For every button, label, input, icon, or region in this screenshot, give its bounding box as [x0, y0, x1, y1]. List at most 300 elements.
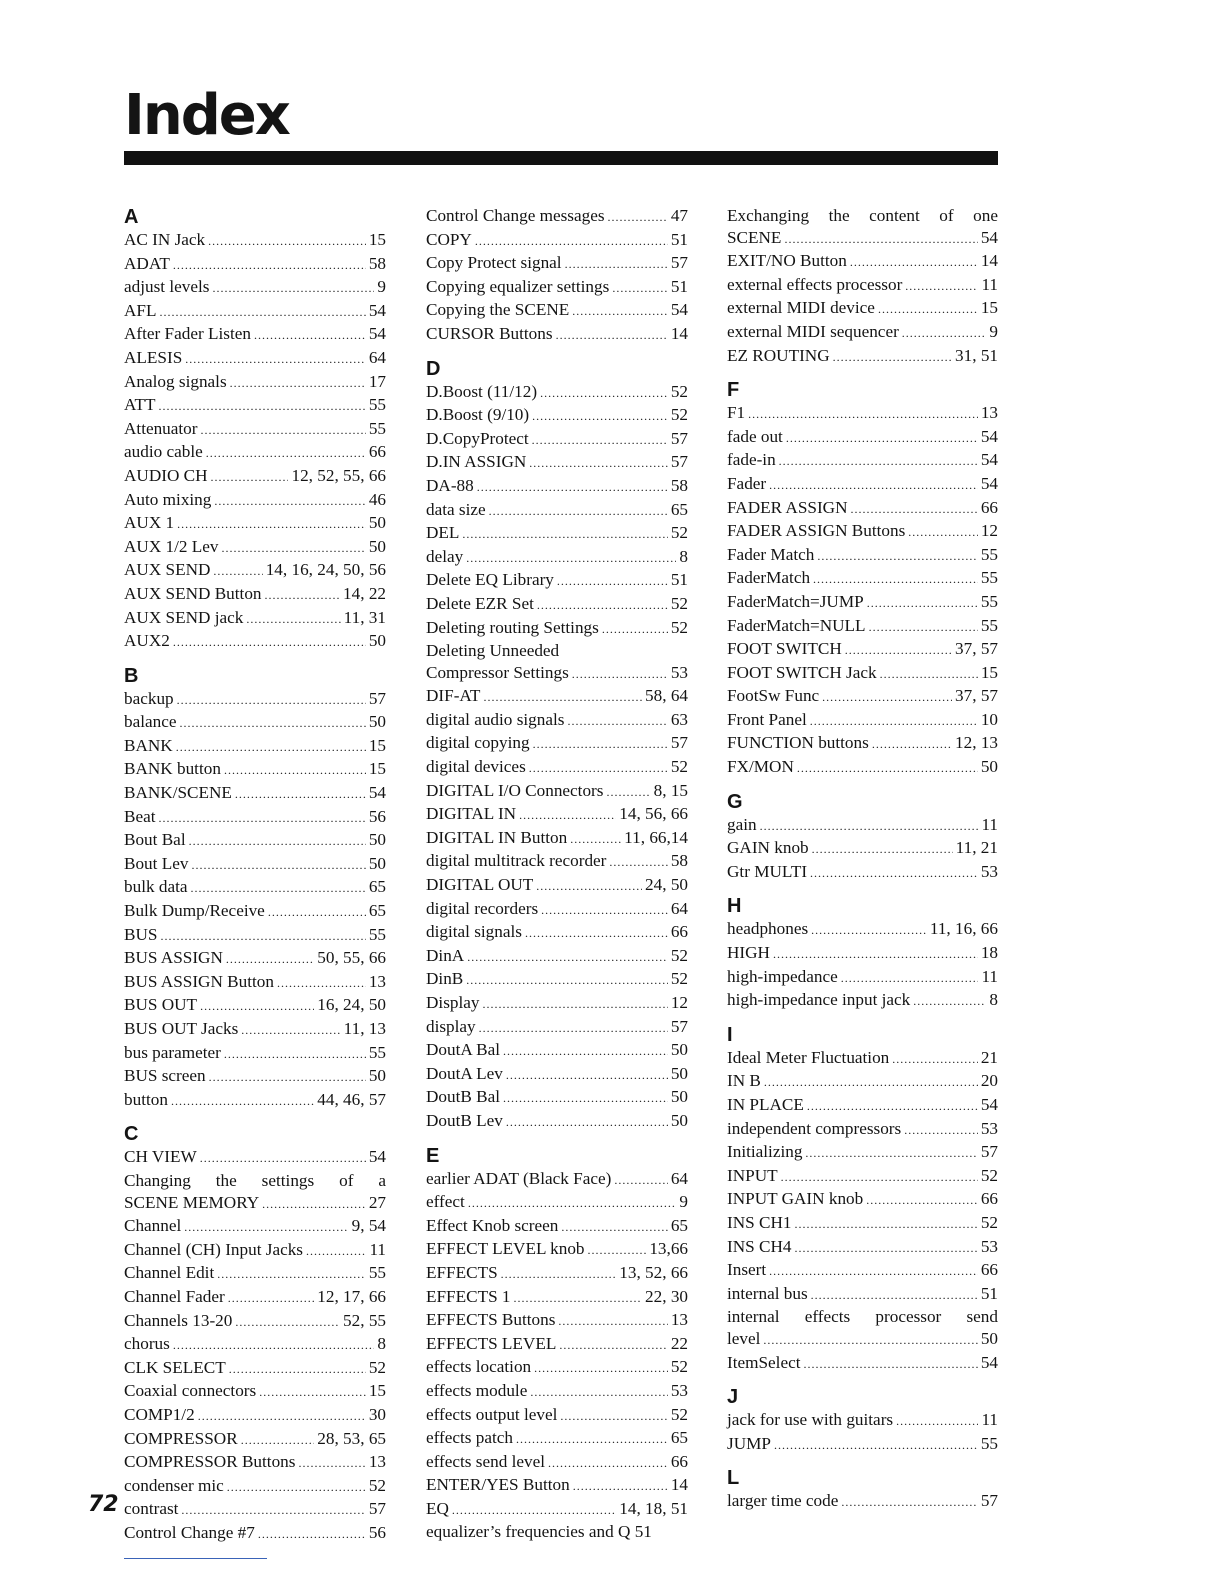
leader-dots [506, 1110, 668, 1134]
entry-pages: 8 [679, 546, 688, 566]
entry-term: earlier ADAT (Black Face) [426, 1168, 612, 1188]
entry-pages: 66 [980, 1260, 998, 1280]
entry-pages: 50 [670, 1087, 688, 1107]
index-entry [727, 1236, 998, 1260]
entry-pages: 27 [368, 1192, 386, 1212]
entry-term: ALESIS [124, 347, 183, 367]
leader-dots [867, 591, 978, 615]
leader-dots [784, 227, 977, 251]
leader-dots [805, 1141, 977, 1165]
index-entry [426, 522, 688, 546]
leader-dots [265, 583, 341, 607]
entry-pages: 66 [670, 922, 688, 942]
entry-term: Channel [124, 1216, 182, 1236]
entry-term: JUMP [727, 1433, 771, 1453]
entry-pages: 15 [980, 662, 998, 682]
index-entry [727, 1433, 998, 1457]
entry-term: Analog signals [124, 371, 227, 391]
entry-pages: 16, 24, 50 [317, 995, 386, 1015]
leader-dots [573, 1474, 668, 1498]
index-entry [727, 1283, 998, 1307]
entry-term: INPUT [727, 1165, 778, 1185]
index-entry [426, 803, 688, 827]
entry-term: AUX 1 [124, 513, 175, 533]
leader-dots [159, 806, 366, 830]
entry-term: Auto mixing [124, 489, 212, 509]
entry-term: Fader [727, 473, 767, 493]
entry-pages: 22, 30 [645, 1286, 688, 1306]
entry-term: CURSOR Buttons [426, 323, 553, 343]
leader-dots [227, 1475, 366, 1499]
leader-dots [807, 1094, 978, 1118]
index-entry [426, 921, 688, 945]
entry-pages: 44, 46, 57 [317, 1089, 386, 1109]
leader-dots [794, 1212, 977, 1236]
index-entry [426, 1404, 688, 1428]
leader-dots [241, 1018, 340, 1042]
index-entry [124, 1522, 386, 1546]
entry-term: DoutA Bal [426, 1040, 501, 1060]
entry-pages: 54 [368, 324, 386, 344]
footer-rule [124, 1558, 267, 1559]
entry-pages: 53 [980, 861, 998, 881]
entry-pages: 12 [670, 993, 688, 1012]
leader-dots [181, 1498, 365, 1522]
entry-pages: 11, 31 [343, 607, 386, 627]
leader-dots [226, 947, 314, 971]
leader-dots [913, 989, 986, 1013]
entry-pages: 57 [980, 1142, 998, 1162]
index-entry [727, 1212, 998, 1236]
leader-dots [529, 756, 668, 780]
leader-dots [748, 402, 978, 426]
entry-term: ADAT [124, 253, 170, 273]
entry-pages: 57 [670, 452, 688, 472]
entry-term: D.Boost (11/12) [426, 381, 538, 401]
index-entry [426, 685, 688, 709]
leader-dots [222, 536, 366, 560]
index-entry [426, 276, 688, 300]
index-entry [727, 321, 998, 345]
entry-term: Channels 13-20 [124, 1310, 233, 1330]
entry-pages: 14, 16, 24, 50, 56 [265, 560, 386, 580]
index-entry [727, 1094, 998, 1118]
index-entry [727, 918, 998, 942]
index-entry [727, 638, 998, 662]
index-entry [727, 544, 998, 568]
entry-pages: 13 [368, 1452, 386, 1472]
entry-pages: 56 [368, 1522, 386, 1542]
entry-term: data size [426, 499, 486, 519]
entry-pages: 50 [368, 631, 386, 651]
entry-term: BUS ASSIGN Button [124, 971, 274, 991]
leader-dots [177, 688, 366, 712]
entry-pages: 58 [670, 475, 688, 495]
index-entry [124, 559, 386, 583]
entry-pages: 53 [670, 1380, 688, 1400]
leader-dots [769, 1259, 978, 1283]
leader-dots [841, 1490, 977, 1514]
index-entry [426, 1262, 688, 1286]
index-entry [727, 1141, 998, 1165]
entry-pages: 65 [368, 901, 386, 921]
index-entry [124, 394, 386, 418]
entry-term: Front Panel [727, 709, 807, 729]
entry-pages: 65 [670, 1428, 688, 1448]
entry-pages: 51 [670, 276, 688, 296]
entry-pages: 14, 22 [343, 583, 386, 603]
leader-dots [198, 1404, 366, 1428]
entry-pages: 53 [980, 1118, 998, 1138]
entry-pages: 11 [981, 274, 998, 294]
leader-dots [214, 489, 365, 513]
entry-pages: 57 [368, 1499, 386, 1519]
leader-dots [191, 853, 365, 877]
index-entry [124, 900, 386, 924]
leader-dots [230, 371, 366, 395]
entry-pages: 54 [368, 300, 386, 320]
leader-dots [779, 449, 978, 473]
index-entry [426, 546, 688, 570]
leader-dots [212, 276, 374, 300]
index-entry [727, 989, 998, 1013]
entry-pages: 37, 57 [955, 686, 998, 706]
index-entry [426, 1286, 688, 1310]
leader-dots [262, 1192, 366, 1216]
entry-pages: 58, 64 [645, 686, 688, 706]
entry-pages: 8 [377, 1334, 386, 1354]
entry-term: DinA [426, 945, 465, 965]
leader-dots [254, 323, 366, 347]
leader-dots [866, 1188, 978, 1212]
index-entry [426, 1168, 688, 1192]
entry-term: balance [124, 712, 177, 732]
leader-dots [462, 522, 667, 546]
entry-term: BANK/SCENE [124, 783, 232, 803]
index-entry [727, 861, 998, 885]
entry-pages: 52 [670, 381, 688, 401]
index-entry [727, 426, 998, 450]
index-entry [124, 947, 386, 971]
index-entry [426, 569, 688, 593]
entry-term: jack for use with guitars [727, 1410, 894, 1430]
entry-term: EZ ROUTING [727, 345, 830, 365]
entry-pages: 24, 50 [645, 875, 688, 895]
entry-term: AC IN Jack [124, 230, 206, 249]
entry-pages: 54 [368, 1147, 386, 1167]
entry-pages: 12, 52, 55, 66 [291, 465, 386, 485]
index-column-2 [426, 205, 688, 1543]
entry-term: digital signals [426, 922, 522, 942]
index-entry [124, 1042, 386, 1066]
entry-pages: 11, 21 [955, 838, 998, 858]
entry-term: EFFECTS 1 [426, 1286, 511, 1306]
leader-dots [602, 617, 668, 641]
leader-dots [904, 1118, 978, 1142]
entry-pages: 51 [980, 1283, 998, 1303]
index-entry [426, 945, 688, 969]
index-entry-multiline-first: Exchanging the content of one [727, 206, 998, 225]
index-entry [727, 297, 998, 321]
leader-dots [813, 567, 978, 591]
leader-dots [559, 1333, 667, 1357]
leader-dots [211, 465, 289, 489]
entry-term: effects output level [426, 1404, 558, 1424]
section-letter-g: G [727, 790, 743, 813]
index-entry [727, 449, 998, 473]
index-entry [426, 1333, 688, 1357]
index-entry [727, 1165, 998, 1189]
index-entry [124, 276, 386, 300]
entry-term: INPUT GAIN knob [727, 1189, 864, 1209]
entry-pages: 11 [981, 814, 998, 834]
leader-dots [534, 1356, 668, 1380]
entry-term: DIGITAL OUT [426, 875, 534, 895]
index-entry [426, 205, 688, 229]
leader-dots [514, 1286, 643, 1310]
entry-pages: 65 [670, 499, 688, 519]
index-entry [426, 968, 688, 992]
entry-pages: 13 [980, 403, 998, 423]
section-letter-f: F [727, 379, 740, 402]
entry-pages: 52 [368, 1475, 386, 1495]
entry-term: DIF-AT [426, 686, 481, 706]
entry-pages: 55 [368, 395, 386, 415]
index-entry [124, 253, 386, 277]
section-letter-b: B [124, 664, 139, 687]
leader-dots [217, 1262, 366, 1286]
entry-term: Bulk Dump/Receive [124, 901, 265, 921]
section-c-part1 [124, 1146, 386, 1170]
entry-term: D.CopyProtect [426, 428, 529, 448]
entry-pages: 55 [980, 591, 998, 611]
index-entry [124, 1333, 386, 1357]
entry-pages: 13,66 [649, 1239, 688, 1259]
entry-pages: 50 [980, 1328, 998, 1348]
leader-dots [258, 1522, 366, 1546]
leader-dots [781, 1165, 978, 1189]
index-entry [426, 992, 688, 1016]
entry-term: Compressor Settings [426, 662, 569, 682]
index-entry [426, 252, 688, 276]
leader-dots [833, 345, 952, 369]
entry-pages: 11 [369, 1239, 386, 1259]
index-entry [124, 782, 386, 806]
entry-term: fade out [727, 426, 783, 446]
entry-pages: 50 [368, 853, 386, 873]
entry-term: F1 [727, 403, 746, 423]
index-entry [124, 371, 386, 395]
entry-pages: 57 [980, 1491, 998, 1511]
entry-term: Bout Lev [124, 853, 189, 873]
leader-dots [558, 1309, 667, 1333]
index-entry [426, 1063, 688, 1087]
entry-pages: 14 [670, 1475, 688, 1495]
index-entry [124, 323, 386, 347]
index-entry [426, 1110, 688, 1134]
entry-term: BUS OUT [124, 995, 198, 1015]
index-entry [426, 593, 688, 617]
leader-dots [822, 685, 952, 709]
entry-term: Attenuator [124, 418, 198, 438]
leader-dots [501, 1262, 617, 1286]
leader-dots [572, 299, 668, 323]
leader-dots [892, 1047, 978, 1071]
entry-term: Control Change messages [426, 206, 605, 225]
entry-term: EFFECT LEVEL knob [426, 1239, 585, 1259]
entry-term: condenser mic [124, 1475, 224, 1495]
index-entry [426, 1016, 688, 1040]
index-entry [124, 583, 386, 607]
leader-dots [536, 874, 642, 898]
index-entry [426, 428, 688, 452]
index-entry [727, 1259, 998, 1283]
entry-pages: 15 [368, 759, 386, 779]
entry-term: DIGITAL IN Button [426, 827, 568, 847]
entry-pages: 55 [980, 615, 998, 635]
entry-term: DA-88 [426, 475, 474, 495]
leader-dots [259, 1380, 366, 1404]
entry-term: digital devices [426, 757, 526, 777]
entry-term: Insert [727, 1260, 767, 1280]
entry-pages: 54 [980, 473, 998, 493]
entry-pages: 11, 66,14 [624, 827, 688, 847]
section-letter-a: A [124, 206, 139, 228]
index-entry [426, 850, 688, 874]
entry-pages: 50 [980, 757, 998, 777]
entry-pages: 14, 56, 66 [619, 804, 688, 824]
entry-pages: 58 [670, 851, 688, 871]
leader-dots [159, 394, 366, 418]
entry-pages: 52, 55 [343, 1310, 386, 1330]
entry-term: AFL [124, 300, 157, 320]
page-number: 72 [88, 1492, 119, 1517]
leader-dots [769, 473, 978, 497]
entry-term: digital recorders [426, 898, 539, 918]
entry-term: Coaxial connectors [124, 1381, 257, 1401]
leader-dots [797, 756, 978, 780]
leader-dots [763, 1328, 977, 1352]
entry-pages: 52 [670, 1404, 688, 1424]
entry-pages: 58 [368, 253, 386, 273]
index-entry [124, 1357, 386, 1381]
entry-pages: 52 [670, 405, 688, 425]
section-d-part1 [426, 381, 688, 641]
entry-pages: 52 [670, 523, 688, 543]
entry-term: EQ [426, 1498, 449, 1518]
leader-dots [489, 499, 668, 523]
index-entry [426, 898, 688, 922]
entry-term: FOOT SWITCH Jack [727, 662, 877, 682]
index-entry [426, 756, 688, 780]
entry-term: IN B [727, 1071, 761, 1091]
entry-term: DinB [426, 969, 464, 989]
leader-dots [557, 569, 668, 593]
index-entry [426, 1356, 688, 1380]
leader-dots [184, 1215, 348, 1239]
entry-pages: 50 [368, 830, 386, 850]
entry-term: FOOT SWITCH [727, 639, 842, 659]
entry-pages: 11 [981, 966, 998, 986]
leader-dots [519, 803, 616, 827]
entry-term: COPY [426, 229, 472, 249]
entry-pages: 21 [980, 1047, 998, 1067]
entry-pages: 8, 15 [653, 780, 688, 800]
leader-dots [160, 924, 365, 948]
leader-dots [533, 732, 668, 756]
entry-pages: 11, 16, 66 [929, 919, 998, 939]
leader-dots [537, 593, 668, 617]
leader-dots [902, 321, 987, 345]
entry-pages: 54 [670, 300, 688, 320]
entry-term: effects location [426, 1357, 532, 1377]
index-entry [426, 874, 688, 898]
entry-term: independent compressors [727, 1118, 902, 1138]
index-entry [727, 520, 998, 544]
leader-dots [268, 900, 366, 924]
leader-dots [171, 1089, 314, 1113]
leader-dots [452, 1498, 616, 1522]
index-entry [426, 1039, 688, 1063]
index-entry [124, 1089, 386, 1113]
index-entry [124, 806, 386, 830]
index-entry [124, 1498, 386, 1522]
index-entry [426, 404, 688, 428]
entry-term: external MIDI sequencer [727, 321, 899, 341]
index-entry [426, 1238, 688, 1262]
leader-dots [606, 780, 650, 804]
entry-pages: 55 [368, 418, 386, 438]
index-entry [426, 1498, 688, 1522]
entry-term: Delete EZR Set [426, 593, 534, 613]
entry-term: EFFECTS LEVEL [426, 1333, 557, 1353]
entry-term: SCENE MEMORY [124, 1192, 260, 1212]
index-entry [124, 489, 386, 513]
entry-term: effects patch [426, 1428, 514, 1448]
entry-term: AUX SEND jack [124, 607, 244, 627]
entry-pages: 15 [368, 1381, 386, 1401]
entry-term: IN PLACE [727, 1095, 804, 1114]
index-entry [426, 780, 688, 804]
leader-dots [880, 662, 978, 686]
entry-pages: 55 [980, 544, 998, 564]
leader-dots [794, 1236, 977, 1260]
entry-pages: 51 [670, 570, 688, 590]
index-entry [727, 227, 998, 251]
entry-term: Channel Fader [124, 1286, 225, 1306]
leader-dots [468, 1191, 677, 1215]
leader-dots [246, 607, 340, 631]
leader-dots [841, 966, 979, 990]
index-entry [124, 300, 386, 324]
section-letter-j: J [727, 1386, 739, 1409]
entry-term: display [426, 1016, 476, 1036]
entry-pages: 50, 55, 66 [317, 948, 386, 968]
index-entry [426, 323, 688, 347]
entry-pages: 30 [368, 1404, 386, 1424]
entry-term: GAIN knob [727, 838, 809, 858]
entry-pages: 52 [670, 617, 688, 637]
leader-dots [567, 709, 667, 733]
entry-term: ENTER/YES Button [426, 1475, 570, 1495]
index-entry [727, 497, 998, 521]
entry-pages: 15 [368, 230, 386, 249]
entry-pages: 17 [368, 371, 386, 391]
leader-dots [532, 428, 668, 452]
index-entry [124, 1475, 386, 1499]
leader-dots [565, 252, 668, 276]
entry-pages: 50 [670, 1110, 688, 1130]
